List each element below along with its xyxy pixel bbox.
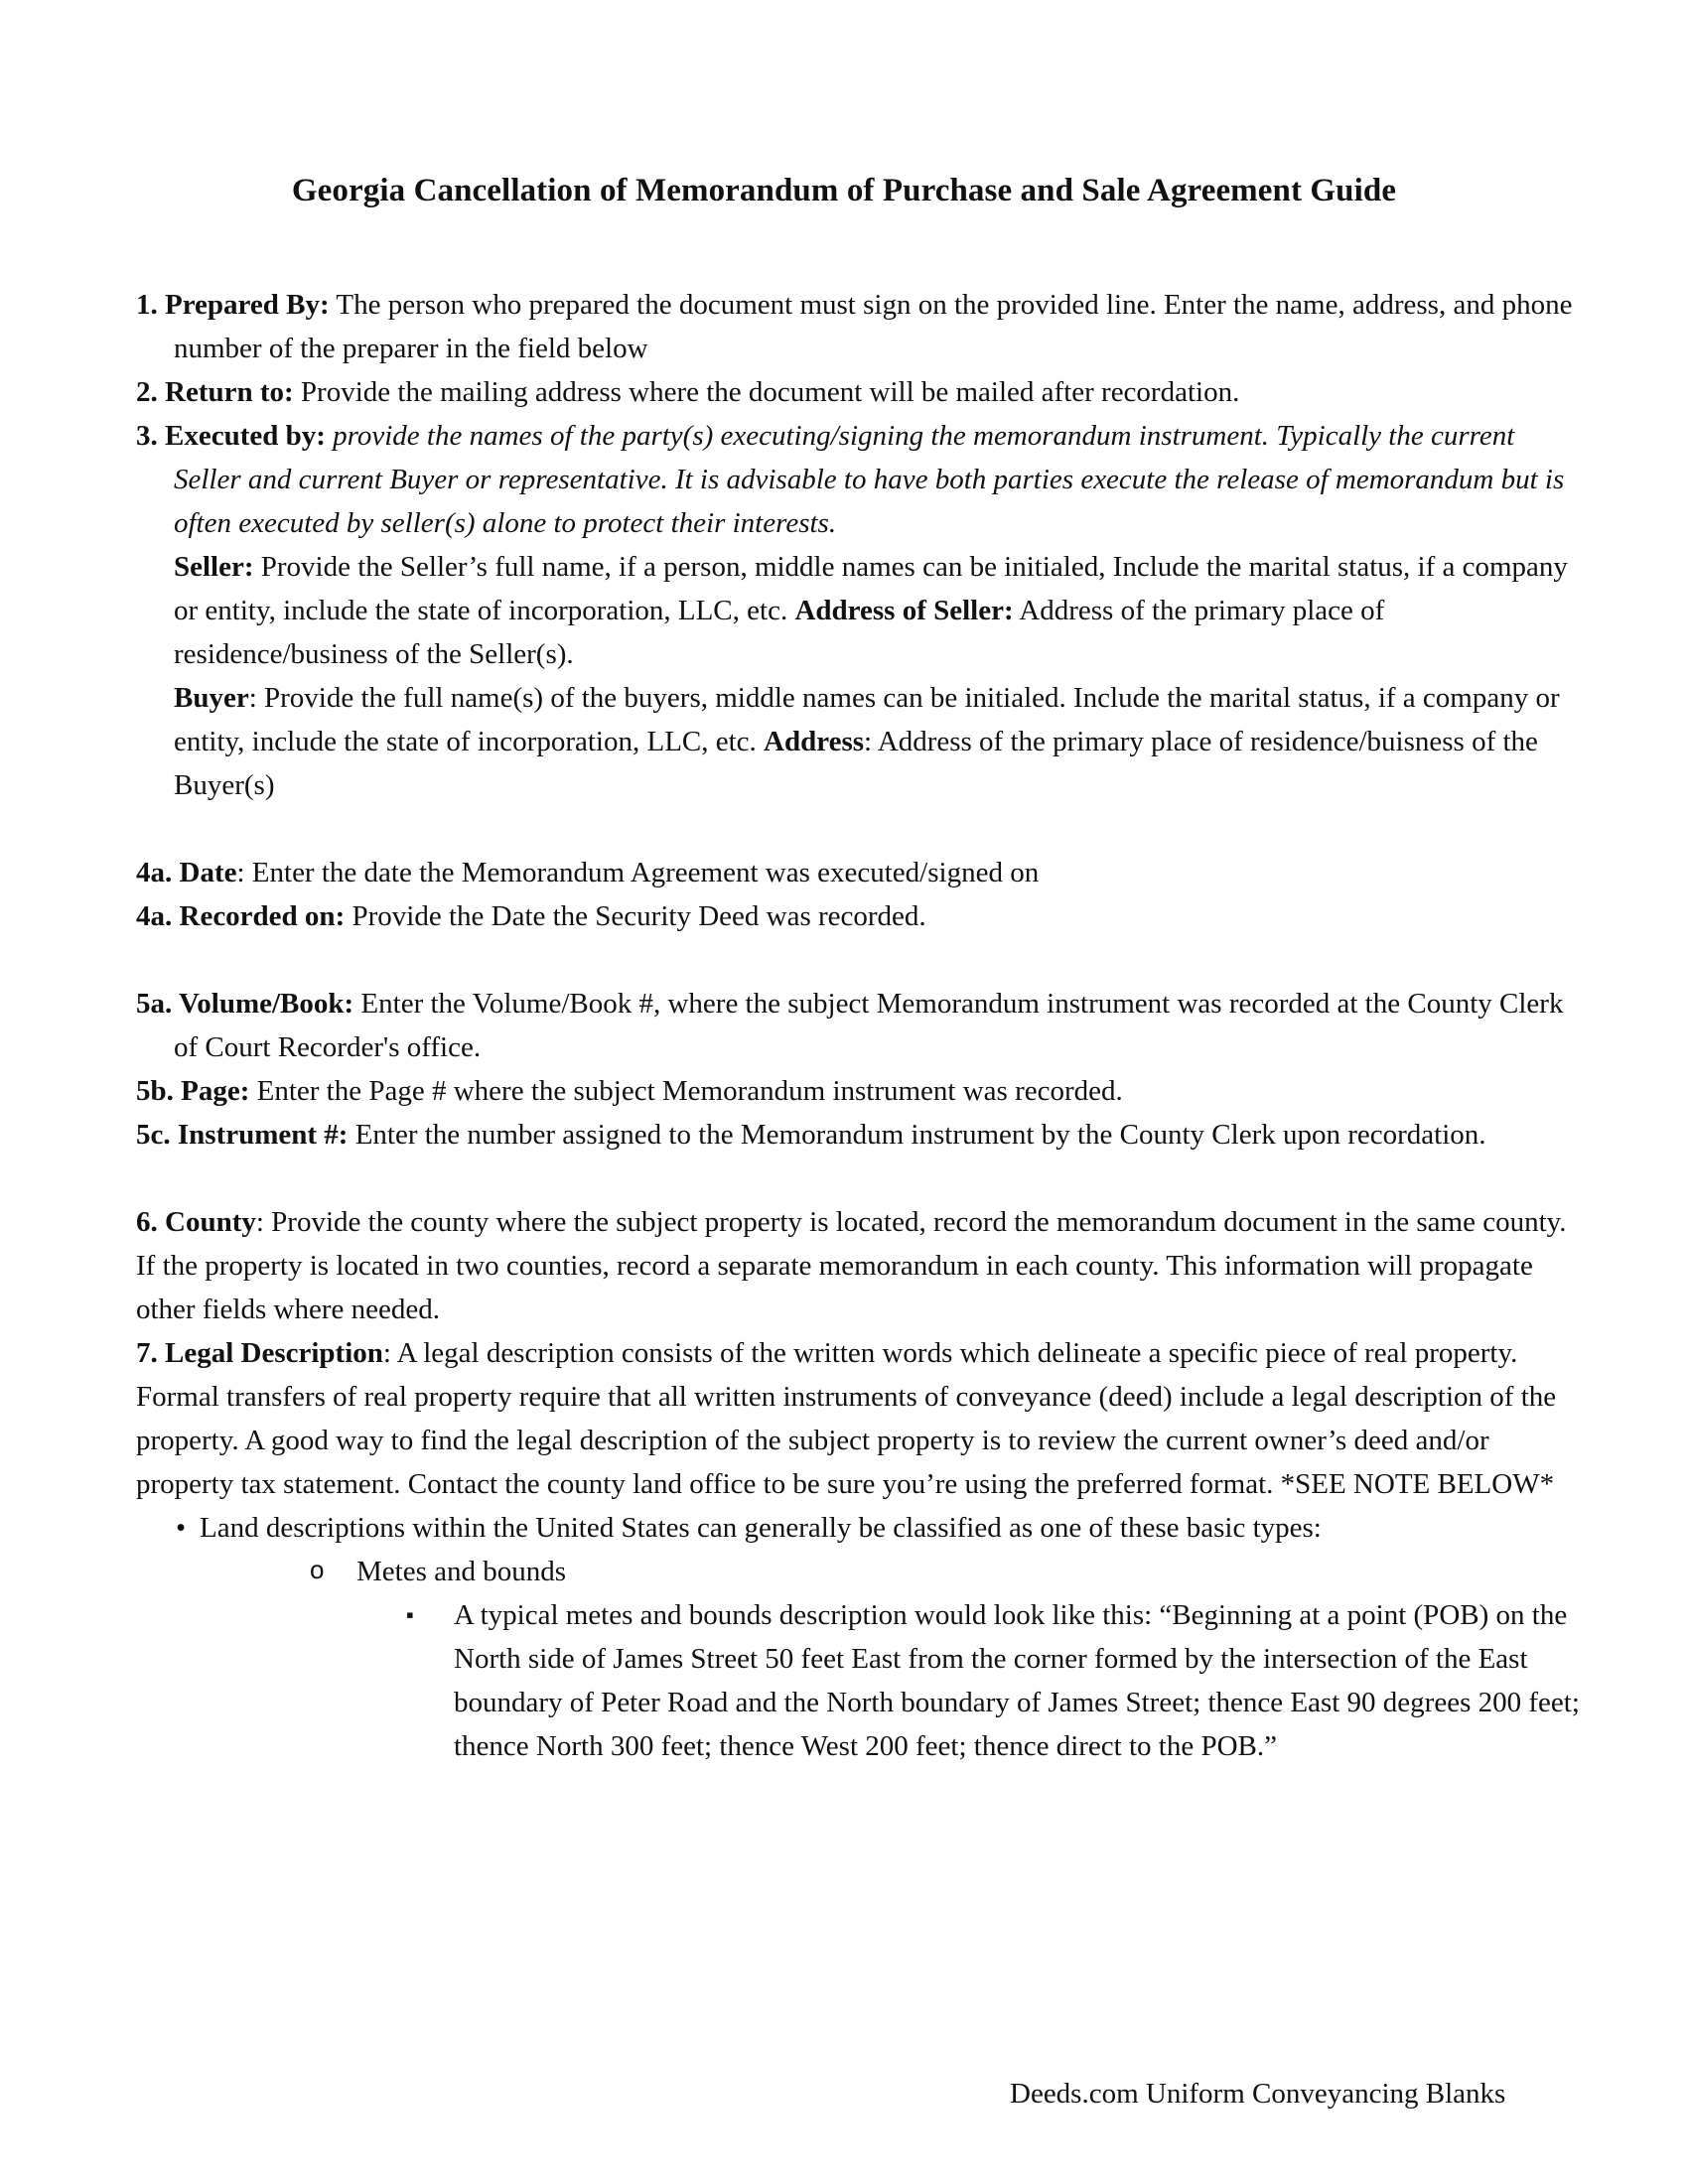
date-text: : Enter the date the Memorandum Agreement was executed/signed on — [236, 857, 1040, 888]
return-to-text: Provide the mailing address where the document will be mailed after recordation. — [293, 376, 1240, 408]
buyer-address-label: Address — [764, 726, 865, 757]
item-volume-book — [136, 982, 1586, 1069]
seller-paragraph — [136, 545, 1586, 676]
metes-bounds-example-text: A typical metes and bounds description would look like this: “Beginning at a point (POB) on the North side of James Street 50 feet East from the corner formed by the intersection of the East boundary of Peter Road and the North boundary of James Street; thence East 90 degrees 200 feet; thence North 300 feet; thence West 200 feet; thence direct to the POB.” — [454, 1599, 1580, 1762]
instrument-text: Enter the number assigned to the Memorandum instrument by the County Clerk upon recordation. — [348, 1119, 1486, 1151]
item-county — [136, 1200, 1586, 1331]
recorded-on-text: Provide the Date the Security Deed was recorded. — [345, 900, 926, 932]
page-text: Enter the Page # where the subject Memorandum instrument was recorded. — [249, 1075, 1123, 1107]
document-title: Georgia Cancellation of Memorandum of Purchase and Sale Agreement Guide — [291, 173, 1397, 208]
buyer-paragraph — [136, 676, 1586, 807]
legal-description-label: 7. Legal Description — [136, 1337, 383, 1369]
item-recorded-on — [136, 894, 1586, 938]
guide-body — [136, 283, 1586, 1768]
instrument-label: 5c. Instrument #: — [136, 1119, 349, 1151]
bullet-icon: • — [176, 1512, 187, 1544]
return-to-label: 2. Return to: — [136, 376, 294, 408]
buyer-label: Buyer — [174, 682, 249, 714]
legal-description-text: : A legal description consists of the written words which delineate a specific piece of real property. Formal transfers of real property require that all written instruments of conveyance (deed) include a legal description of the property. A good way to find the legal description of the subject property is to review the current owner’s deed and/or property tax statement. Contact the county land office to be sure you’re using the preferred format. *SEE NOTE BELOW* — [136, 1337, 1557, 1500]
land-description-text: Land descriptions within the United States can generally be classified as one of these basic types: — [200, 1512, 1322, 1544]
date-label: 4a. Date — [136, 857, 237, 888]
prepared-by-label: 1. Prepared By: — [136, 289, 330, 321]
circle-bullet-icon: o — [310, 1555, 325, 1584]
item-recording-info — [136, 982, 1586, 1157]
seller-address-text: Address of the primary place of residence/business of the Seller(s). — [174, 595, 1385, 670]
buyer-text: : Provide the full name(s) of the buyers, middle names can be initialed. Include the marital status, if a company or entity, include the state of incorporation, LLC, etc. — [174, 682, 1560, 757]
page-label: 5b. Page: — [136, 1075, 250, 1107]
item-prepared-by — [136, 283, 1586, 370]
metes-bounds-item — [136, 1550, 1586, 1593]
footer-text: Deeds.com Uniform Conveyancing Blanks — [1010, 2078, 1506, 2110]
county-text: : Provide the county where the subject property is located, record the memorandum document in the same county. If the property is located in two counties, record a separate memorandum in each county. This information will propagate other fields where needed. — [136, 1206, 1567, 1325]
seller-text: Provide the Seller’s full name, if a person, middle names can be initialed, Include the marital status, if a company or entity, include the state of incorporation, LLC, etc. — [174, 551, 1568, 626]
metes-bounds-text: Metes and bounds — [356, 1556, 567, 1587]
executed-by-intro — [136, 414, 1586, 545]
volume-book-text: Enter the Volume/Book #, where the subject Memorandum instrument was recorded at the County Clerk of Court Recorder's office. — [174, 988, 1564, 1063]
seller-address-label: Address of Seller: — [794, 595, 1014, 626]
item-date — [136, 851, 1586, 894]
item-legal-description — [136, 1331, 1586, 1506]
item-dates — [136, 851, 1586, 938]
item-return-to — [136, 370, 1586, 414]
buyer-address-text: : Address of the primary place of residence/buisness of the Buyer(s) — [174, 726, 1538, 801]
square-bullet-icon: ▪ — [406, 1602, 414, 1627]
item-page — [136, 1069, 1586, 1113]
volume-book-label: 5a. Volume/Book: — [136, 988, 354, 1020]
item-instrument — [136, 1113, 1586, 1157]
recorded-on-label: 4a. Recorded on: — [136, 900, 346, 932]
metes-bounds-example — [136, 1593, 1586, 1768]
seller-label: Seller: — [174, 551, 254, 583]
item-executed-by — [136, 414, 1586, 807]
executed-by-label: 3. Executed by: — [136, 420, 326, 452]
prepared-by-text: The person who prepared the document must sign on the provided line. Enter the name, address, and phone number of the preparer in the field below — [174, 289, 1573, 364]
county-label: 6. County — [136, 1206, 256, 1238]
land-description-bullet — [136, 1506, 1586, 1550]
executed-by-text: provide the names of the party(s) executing/signing the memorandum instrument. Typically the current Seller and current Buyer or representative. It is advisable to have both parties execute the release of memorandum but is often executed by seller(s) alone to protect their interests. — [174, 420, 1565, 539]
